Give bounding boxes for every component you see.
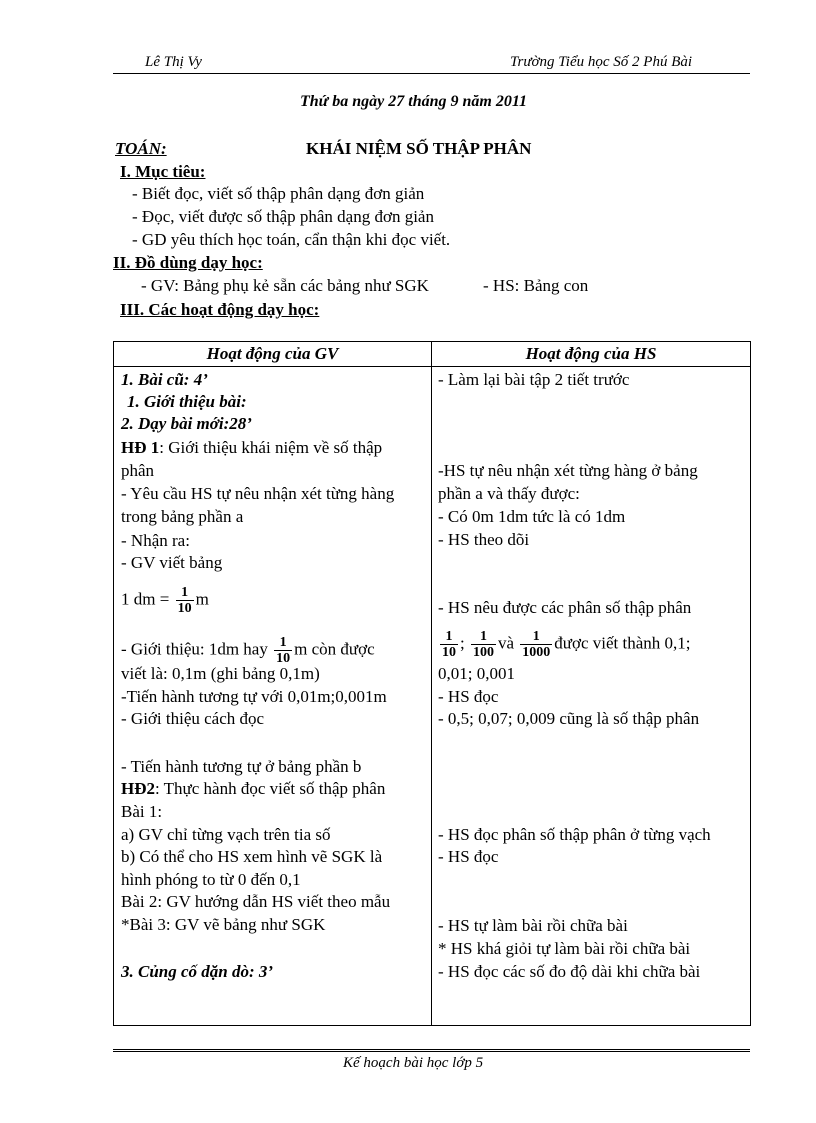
hs-line: phần a và thấy được: <box>438 484 580 503</box>
gv-activities-cell <box>114 367 432 1026</box>
hs-line: * HS khá giỏi tự làm bài rồi chữa bài <box>438 939 691 958</box>
materials-gv: - GV: Bảng phụ kẻ sẵn các bảng như SGK <box>141 276 429 295</box>
hd2-text: : Thực hành đọc viết số thập phân <box>155 779 386 798</box>
activities-table <box>113 341 751 1026</box>
objective-item: - Biết đọc, viết số thập phân dạng đơn giản <box>132 184 425 203</box>
fraction-denominator: 1000 <box>522 645 551 660</box>
gv-line: Bài 1: <box>121 802 163 821</box>
footer-text: Kế hoạch bài học lớp 5 <box>343 1055 484 1071</box>
fraction-one-thousandth <box>520 629 552 660</box>
gv-line: - Giới thiệu cách đọc <box>121 709 265 728</box>
header-rule <box>113 73 750 74</box>
gv-line <box>121 778 385 800</box>
gv-intro <box>121 635 375 666</box>
fraction-one-tenth <box>440 629 458 660</box>
gv-line: viết là: 0,1m (ghi bảng 0,1m) <box>121 664 320 683</box>
gv-line: *Bài 3: GV vẽ bảng như SGK <box>121 915 326 934</box>
fraction-numerator: 1 <box>471 629 496 645</box>
column-header-gv: Hoạt động của GV <box>114 342 432 367</box>
gv-line: - Yêu cầu HS tự nêu nhận xét từng hàng <box>121 484 395 503</box>
footer-rule <box>113 1049 750 1052</box>
fraction-numerator: 1 <box>176 585 194 601</box>
gv-line: 1. Bài cũ: 4’ <box>121 370 208 389</box>
separator: ; <box>460 633 465 653</box>
hd1-label: HĐ 1 <box>121 438 160 457</box>
fraction-denominator: 10 <box>442 645 456 660</box>
hs-fractions <box>438 629 691 660</box>
hs-line: - HS đọc <box>438 847 499 866</box>
gv-line: - Nhận ra: <box>121 531 190 550</box>
gv-line: 3. Củng cố dặn dò: 3’ <box>121 962 274 981</box>
fraction-numerator: 1 <box>274 635 292 651</box>
gv-line: a) GV chỉ từng vạch trên tia số <box>121 825 331 844</box>
intro-text-b: m còn được <box>294 639 375 659</box>
fraction-denominator: 10 <box>276 651 291 666</box>
objective-item: - GD yêu thích học toán, cẩn thận khi đọc viết. <box>132 230 451 249</box>
objectives-heading: I. Mục tiêu: <box>120 162 206 181</box>
hs-line: -HS tự nêu nhận xét từng hàng ở bảng <box>438 461 698 480</box>
header-school: Trường Tiểu học Số 2 Phú Bài <box>510 54 693 70</box>
gv-line: - Tiến hành tương tự ở bảng phần b <box>121 757 362 776</box>
separator: và <box>497 633 515 653</box>
hs-line: - Làm lại bài tập 2 tiết trước <box>438 370 630 389</box>
hs-activities-cell <box>432 367 751 1026</box>
hs-line: - 0,5; 0,07; 0,009 cũng là số thập phân <box>438 709 700 728</box>
fraction-one-tenth <box>274 635 292 666</box>
column-header-hs: Hoạt động của HS <box>432 342 751 367</box>
hs-line: - HS nêu được các phân số thập phân <box>438 598 692 617</box>
gv-line: phân <box>121 461 155 480</box>
unit-m: m <box>195 589 209 609</box>
fraction-tail: được viết thành 0,1; <box>554 633 691 653</box>
hd1-text: : Giới thiệu khái niệm về số thập <box>159 438 383 457</box>
fraction-one-hundredth <box>471 629 496 660</box>
gv-line: -Tiến hành tương tự với 0,01m;0,001m <box>121 687 387 706</box>
hs-line: - HS đọc <box>438 687 499 706</box>
materials-heading: II. Đồ dùng dạy học: <box>113 253 263 272</box>
lesson-date: Thứ ba ngày 27 tháng 9 năm 2011 <box>300 93 527 110</box>
hs-line: - Có 0m 1dm tức là có 1dm <box>438 507 626 526</box>
objective-item: - Đọc, viết được số thập phân dạng đơn giản <box>132 207 434 226</box>
intro-text-a: - Giới thiệu: 1dm hay <box>121 639 268 659</box>
fraction-numerator: 1 <box>520 629 552 645</box>
gv-line: Bài 2: GV hướng dẫn HS viết theo mẫu <box>121 892 391 911</box>
gv-equation <box>121 585 209 616</box>
gv-line: trong bảng phần a <box>121 507 244 526</box>
gv-line: hình phóng to từ 0 đến 0,1 <box>121 870 301 889</box>
gv-line: - GV viết bảng <box>121 553 223 572</box>
hs-line: - HS theo dõi <box>438 530 530 549</box>
header-author: Lê Thị Vy <box>145 54 202 70</box>
gv-line: 2. Dạy bài mới:28’ <box>121 414 252 433</box>
hs-line: - HS đọc các số đo độ dài khi chữa bài <box>438 962 701 981</box>
fraction-denominator: 10 <box>177 601 192 616</box>
subject-label: TOÁN: <box>115 139 167 158</box>
fraction-one-tenth <box>176 585 194 616</box>
hs-line: - HS đọc phân số thập phân ở từng vạch <box>438 825 711 844</box>
materials-hs: - HS: Bảng con <box>483 276 589 295</box>
hs-line: - HS tự làm bài rồi chữa bài <box>438 916 628 935</box>
equation-left: 1 dm = <box>121 589 170 609</box>
hd2-label: HĐ2 <box>121 779 155 798</box>
gv-line: b) Có thể cho HS xem hình vẽ SGK là <box>121 847 383 866</box>
lesson-title: KHÁI NIỆM SỐ THẬP PHÂN <box>306 139 532 158</box>
hs-line: 0,01; 0,001 <box>438 664 515 683</box>
fraction-denominator: 100 <box>472 645 494 660</box>
gv-line: 1. Giới thiệu bài: <box>127 392 247 411</box>
fraction-numerator: 1 <box>440 629 458 645</box>
activities-heading: III. Các hoạt động dạy học: <box>120 300 320 319</box>
gv-line <box>121 437 382 459</box>
